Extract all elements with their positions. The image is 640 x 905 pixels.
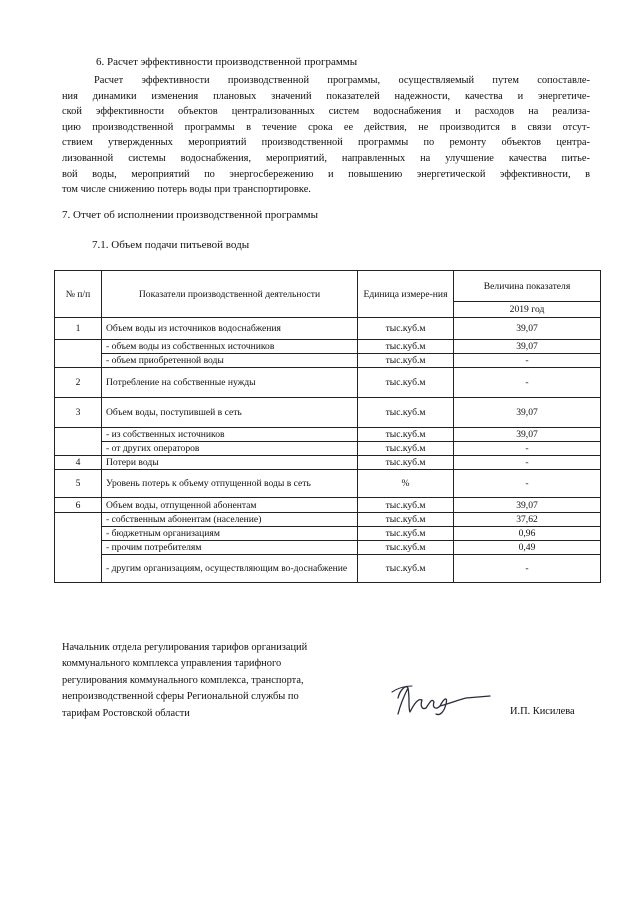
row-indicator: - собственным абонентам (население): [102, 513, 358, 527]
row-unit: тыс.куб.м: [358, 498, 454, 513]
table-row: [55, 428, 601, 442]
row-indicator: Объем воды, поступившей в сеть: [102, 398, 358, 428]
table-row: [55, 318, 601, 340]
row-unit: тыс.куб.м: [358, 513, 454, 527]
header-indicator: Показатели производственной деятельности: [102, 271, 358, 318]
paragraph-line: лизованной системы водоснабжения, мероприятий, направленных на улучшение качества питье-: [62, 152, 590, 164]
row-num: [55, 428, 102, 456]
paragraph-line: цию производственной программы в течение срока ее действия, не производится в связи отсут-: [62, 121, 590, 133]
paragraph-line: Расчет эффективности производственной программы, осуществляемый путем сопоставле-: [94, 75, 590, 86]
row-unit: тыс.куб.м: [358, 442, 454, 456]
row-unit: тыс.куб.м: [358, 541, 454, 555]
row-value: -: [454, 555, 601, 583]
row-unit: тыс.куб.м: [358, 456, 454, 470]
row-indicator: - объем воды из собственных источников: [102, 340, 358, 354]
paragraph-line: ской эффективности объектов централизованных систем водоснабжения и расходов на реализа-: [62, 106, 590, 118]
row-unit: тыс.куб.м: [358, 527, 454, 541]
row-num: [55, 340, 102, 368]
row-value: 0,96: [454, 527, 601, 541]
row-value: 0,49: [454, 541, 601, 555]
row-value: -: [454, 470, 601, 498]
header-value: Величина показателя: [454, 271, 601, 302]
row-unit: тыс.куб.м: [358, 555, 454, 583]
row-num: [55, 513, 102, 583]
row-indicator: Объем воды, отпущенной абонентам: [102, 498, 358, 513]
section-7-heading: 7. Отчет об исполнении производственной программы: [62, 209, 318, 221]
row-num: 3: [55, 398, 102, 428]
table-row: [55, 442, 601, 456]
table-row: [55, 513, 601, 527]
row-indicator: - от других операторов: [102, 442, 358, 456]
table-row: [55, 398, 601, 428]
paragraph-line: том числе снижению потерь воды при транспортировке.: [62, 184, 311, 196]
row-indicator: - другим организациям, осуществляющим во-доснабжение: [102, 555, 358, 583]
table-row: [55, 340, 601, 354]
row-num: 1: [55, 318, 102, 340]
table-row: [55, 527, 601, 541]
signatory-title-line: тарифам Ростовской области: [62, 707, 190, 719]
signatory-title-line: коммунального комплекса управления тарифного: [62, 658, 282, 670]
row-unit: тыс.куб.м: [358, 368, 454, 398]
row-indicator: - из собственных источников: [102, 428, 358, 442]
row-unit: тыс.куб.м: [358, 354, 454, 368]
table-row: [55, 498, 601, 513]
row-value: 37,62: [454, 513, 601, 527]
row-value: -: [454, 354, 601, 368]
row-indicator: Уровень потерь к объему отпущенной воды в сеть: [102, 470, 358, 498]
row-unit: тыс.куб.м: [358, 318, 454, 340]
paragraph-line: вой воды, мероприятий по энергосбережению и повышению энергетической эффективности, в: [62, 168, 590, 180]
row-indicator: - бюджетным организациям: [102, 527, 358, 541]
row-value: -: [454, 442, 601, 456]
row-indicator: Потери воды: [102, 456, 358, 470]
row-unit: тыс.куб.м: [358, 398, 454, 428]
row-unit: тыс.куб.м: [358, 428, 454, 442]
header-num: № п/п: [55, 271, 102, 318]
row-num: 4: [55, 456, 102, 470]
signatory-title: [62, 640, 307, 722]
row-value: 39,07: [454, 498, 601, 513]
row-unit: тыс.куб.м: [358, 340, 454, 354]
section-6-heading: 6. Расчет эффективности производственной программы: [96, 56, 358, 68]
row-num: 2: [55, 368, 102, 398]
row-num: 6: [55, 498, 102, 513]
row-value: 39,07: [454, 318, 601, 340]
section-6-paragraph: [62, 73, 590, 198]
table-row: [55, 354, 601, 368]
row-value: 39,07: [454, 398, 601, 428]
signatory-title-line: регулирования коммунального комплекса, транспорта,: [62, 674, 304, 686]
row-unit: %: [358, 470, 454, 498]
signatory-title-line: Начальник отдела регулирования тарифов организаций: [62, 642, 308, 653]
paragraph-line: ствием утвержденных мероприятий производственной программы по ремонту объектов центра-: [62, 137, 590, 149]
row-indicator: - прочим потребителям: [102, 541, 358, 555]
paragraph-line: ния динамики изменения плановых значений показателей надежности, качества и энергетиче-: [62, 90, 590, 102]
row-value: -: [454, 456, 601, 470]
table-row: [55, 368, 601, 398]
row-value: -: [454, 368, 601, 398]
header-year: 2019 год: [454, 302, 601, 318]
handwritten-signature: [388, 676, 492, 724]
table-row: [55, 541, 601, 555]
row-value: 39,07: [454, 428, 601, 442]
row-indicator: - объем приобретенной воды: [102, 354, 358, 368]
row-indicator: Объем воды из источников водоснабжения: [102, 318, 358, 340]
signatory-title-line: непроизводственной сферы Региональной службы по: [62, 691, 299, 703]
section-7-1-heading: 7.1. Объем подачи питьевой воды: [92, 239, 250, 251]
water-supply-table: [54, 270, 601, 583]
table-row: [55, 555, 601, 583]
row-value: 39,07: [454, 340, 601, 354]
header-unit: Единица измере-ния: [358, 271, 454, 318]
row-indicator: Потребление на собственные нужды: [102, 368, 358, 398]
table-row: [55, 456, 601, 470]
table-row: [55, 470, 601, 498]
row-num: 5: [55, 470, 102, 498]
signatory-name: И.П. Кисилева: [510, 706, 575, 717]
